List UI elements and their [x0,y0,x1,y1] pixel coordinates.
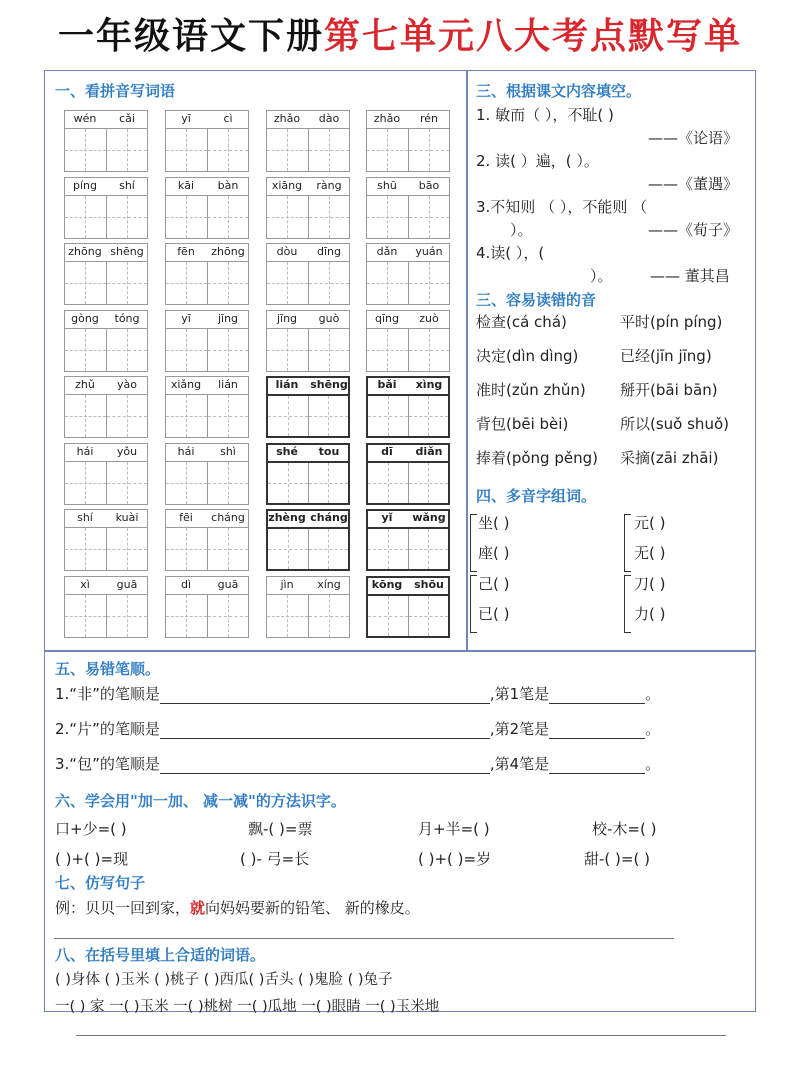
fill-source-3: ——《荀子》 [648,221,739,239]
pinyin-box[interactable] [366,110,450,172]
pinyin-box[interactable] [165,310,249,372]
pinyin-text: píng [73,178,97,192]
writing-cell[interactable] [65,395,107,437]
pinyin-text: dào [318,112,340,125]
writing-cell[interactable] [268,529,309,569]
section7-title: 七、仿写句子 [55,874,146,892]
pinyin-box[interactable] [366,243,450,305]
writing-cell[interactable] [409,596,449,636]
writing-cell[interactable] [65,196,107,238]
poly-right-2: 无( ) [634,544,666,562]
poly-right-4: 力( ) [634,605,666,623]
pinyin-text: zhǎo [273,112,301,125]
writing-cell[interactable] [267,595,309,637]
pinyin-text: zhǔ [75,378,95,391]
pinyin-text: fēn [177,245,195,258]
add-sub-3: 月+半=( ) [418,820,490,838]
pinyin-box[interactable] [165,110,249,172]
writing-cell[interactable] [65,595,107,637]
stroke-q1: 1.“非”的笔顺是 ,第1笔是 。 [55,685,661,703]
pinyin-box[interactable] [266,509,350,571]
writing-cell[interactable] [107,329,148,371]
pinyin-text: guā [217,577,239,591]
writing-cell[interactable] [107,528,148,570]
pinyin-text: yǒu [116,444,138,458]
poly-right-1: 元( ) [634,514,666,532]
writing-cell[interactable] [166,262,208,304]
writing-cell[interactable] [107,595,148,637]
add-sub-1: 口+少=( ) [55,820,127,838]
writing-cell[interactable] [368,529,409,569]
pinyin-text: dīng [317,245,341,258]
pinyin-box[interactable] [165,243,249,305]
writing-cell[interactable] [409,396,449,436]
title-red: 第七单元八大考点默写单 [324,16,743,57]
writing-cell[interactable] [309,463,349,503]
pinyin-text: hái [76,444,94,458]
writing-cell[interactable] [208,595,249,637]
pinyin-text: jīng [217,311,239,325]
writing-cell[interactable] [367,129,409,171]
section4-title: 四、多音字组词。 [476,487,597,505]
pinyin-text: zhōng [211,245,245,258]
section3b-title: 三、容易读错的音 [476,291,597,309]
writing-cell[interactable] [368,396,409,436]
stroke-q3: 3.“包”的笔顺是 ,第4笔是 。 [55,755,661,773]
fill-line-3b: ）。 [510,221,533,239]
pronunciation-item: 背包(bēi bèi) [476,415,569,433]
pronunciation-item: 掰开(bāi bān) [620,381,718,399]
pinyin-text: tou [318,444,340,458]
stroke-q2: 2.“片”的笔顺是 ,第2笔是 。 [55,720,661,738]
pinyin-box[interactable] [266,376,350,438]
writing-cell[interactable] [208,262,249,304]
writing-cell[interactable] [367,196,409,238]
writing-cell[interactable] [107,395,148,437]
writing-cell[interactable] [166,462,208,504]
bracket-right-2 [624,575,631,633]
pinyin-text: dòu [276,245,298,258]
writing-cell[interactable] [65,129,107,171]
pinyin-text: shé [276,444,298,458]
fill-line-3: 3.不知则 （ ），不能则 （ [476,198,648,216]
pronunciation-item: 决定(dìn dìng) [476,347,579,365]
pinyin-text: dǎn [376,245,398,258]
writing-cell[interactable] [267,329,309,371]
writing-cell[interactable] [309,329,350,371]
writing-cell[interactable] [65,462,107,504]
pinyin-box[interactable] [165,509,249,571]
pinyin-box[interactable] [266,310,350,372]
writing-cell[interactable] [107,462,148,504]
writing-cell[interactable] [208,129,249,171]
pinyin-text: shí [77,511,93,524]
writing-cell[interactable] [267,129,309,171]
bracket-left-1 [470,514,477,572]
pronunciation-item: 检查(cá chá) [476,313,567,331]
pinyin-text: zhèng [268,511,306,524]
writing-cell[interactable] [367,262,409,304]
pinyin-box[interactable] [366,376,450,438]
pinyin-text: guā [116,577,138,591]
pinyin-text: gòng [71,311,99,325]
writing-cell[interactable] [208,462,249,504]
pinyin-box[interactable] [64,110,148,172]
add-sub-4: 校-木=( ) [592,820,657,838]
writing-cell[interactable] [65,262,107,304]
pinyin-box[interactable] [266,177,350,239]
pinyin-text: lián [275,378,299,391]
bottom-rule [76,1035,726,1036]
pinyin-text: lián [218,378,238,391]
pinyin-box[interactable] [366,310,450,372]
writing-cell[interactable] [309,129,350,171]
pinyin-text: rén [419,112,439,125]
section8-title: 八、在括号里填上合适的词语。 [55,946,266,964]
pinyin-text: dì [180,577,192,591]
fill-words-row1: ( )身体 ( )玉米 ( )桃子 ( )西瓜( )舌头 ( )鬼脸 ( )兔子 [55,972,393,988]
section5-title: 五、易错笔顺。 [55,660,161,678]
pinyin-text: shōu [414,577,444,591]
writing-cell[interactable] [107,196,148,238]
pinyin-text: diǎn [415,444,443,458]
writing-cell[interactable] [409,129,450,171]
pinyin-box[interactable] [266,576,350,638]
pinyin-box[interactable] [165,376,249,438]
pinyin-box[interactable] [366,509,450,571]
fill-line-1: 1. 敏而（ ），不耻( ) [476,106,614,124]
pinyin-text: ràng [316,178,342,192]
poly-left-2: 座( ) [478,544,510,562]
writing-cell[interactable] [268,396,309,436]
writing-cell[interactable] [409,262,450,304]
pinyin-text: jīng [276,311,298,325]
add-sub-5: ( )+( )=现 [55,850,129,868]
add-sub-6: ( )- 弓=长 [240,850,310,868]
pinyin-text: dī [381,444,393,458]
writing-cell[interactable] [409,329,450,371]
writing-cell[interactable] [166,129,208,171]
pinyin-text: kuài [115,511,139,524]
writing-cell[interactable] [208,528,249,570]
writing-cell[interactable] [267,196,309,238]
poly-right-3: 刀( ) [634,575,666,593]
writing-cell[interactable] [409,529,449,569]
writing-cell[interactable] [309,529,349,569]
pinyin-text: xíng [317,577,341,591]
pinyin-box[interactable] [266,110,350,172]
column-divider [466,70,468,651]
bracket-left-2 [470,575,477,633]
section-divider [44,650,756,652]
fill-words-row2: 一( ) 家 一( )玉米 一( )桃树 一( )瓜地 一( )眼睛 一( )玉米地 [55,999,440,1015]
fill-source-2: ——《董遇》 [648,175,739,193]
pinyin-text: guò [318,311,340,325]
pinyin-text: cháng [211,511,245,524]
writing-cell[interactable] [65,528,107,570]
pinyin-box[interactable] [64,376,148,438]
pinyin-text: shēng [110,245,144,258]
pinyin-text: kōng [371,577,403,591]
pinyin-box[interactable] [266,443,350,505]
fill-line-4: 4.读( ），( [476,244,545,262]
pinyin-text: kāi [177,178,195,192]
answer-line [54,938,674,939]
pinyin-box[interactable] [64,310,148,372]
section1-title: 一、看拼音写词语 [55,82,176,100]
pinyin-box[interactable] [165,177,249,239]
writing-cell[interactable] [166,395,208,437]
pinyin-text: zhōng [68,245,102,258]
pinyin-text: wén [73,112,97,125]
pinyin-text: cì [223,112,233,125]
writing-cell[interactable] [107,262,148,304]
pinyin-text: qīng [375,311,399,325]
pinyin-text: wǎng [412,511,446,524]
add-sub-7: ( )+( )=岁 [418,850,492,868]
pinyin-text: shí [119,178,135,192]
title-black: 一年级语文下册 [57,16,324,57]
pinyin-box[interactable] [64,443,148,505]
writing-cell[interactable] [267,262,309,304]
pinyin-text: xiāng [271,178,303,192]
pinyin-text: xì [80,577,90,591]
pinyin-box[interactable] [64,576,148,638]
pinyin-box[interactable] [165,576,249,638]
writing-cell[interactable] [309,262,350,304]
pinyin-text: hái [177,444,195,458]
writing-cell[interactable] [368,596,409,636]
writing-cell[interactable] [268,463,309,503]
pinyin-text: yuán [415,245,443,258]
pinyin-text: shì [220,444,236,458]
poly-left-1: 坐( ) [478,514,510,532]
pinyin-text: fēi [179,511,193,524]
pinyin-text: jìn [280,577,294,591]
writing-cell[interactable] [368,463,409,503]
pronunciation-item: 已经(jīn jīng) [620,347,712,365]
writing-cell[interactable] [309,595,350,637]
writing-cell[interactable] [166,528,208,570]
writing-cell[interactable] [107,129,148,171]
section3-title: 三、根据课文内容填空。 [476,82,642,100]
pinyin-text: cháng [310,511,348,524]
pronunciation-item: 捧着(pǒng pěng) [476,449,598,467]
writing-cell[interactable] [309,196,350,238]
bracket-right-1 [624,514,631,572]
writing-cell[interactable] [208,329,249,371]
pinyin-text: yī [181,112,191,125]
pinyin-text: yào [117,378,137,391]
writing-cell[interactable] [309,396,349,436]
writing-cell[interactable] [65,329,107,371]
writing-cell[interactable] [367,329,409,371]
pinyin-text: shū [377,178,397,192]
pinyin-box[interactable] [165,443,249,505]
pinyin-text: bāo [418,178,440,192]
writing-cell[interactable] [208,196,249,238]
pinyin-text: zhǎo [373,112,401,125]
fill-source-4: —— 董其昌 [650,267,730,285]
pinyin-box[interactable] [64,243,148,305]
writing-cell[interactable] [409,196,450,238]
fill-source-1: ——《论语》 [648,129,739,147]
section6-title: 六、学会用"加一加、 减一减"的方法识字。 [55,792,346,810]
pinyin-text: xiǎng [170,378,202,391]
pinyin-text: tóng [114,311,140,325]
pronunciation-item: 所以(suǒ shuǒ) [620,415,729,433]
pinyin-text: yī [181,311,191,325]
pinyin-box[interactable] [64,509,148,571]
pinyin-box[interactable] [266,243,350,305]
writing-cell[interactable] [166,595,208,637]
page-title [0,8,800,59]
fill-line-4b: ）。 [590,267,613,285]
fill-line-2: 2. 读( ）遍，( ）。 [476,152,599,170]
pinyin-text: yǐ [381,511,393,524]
pronunciation-item: 采摘(zāi zhāi) [620,449,719,467]
poly-left-3: 己( ) [478,575,510,593]
example-sentence: 例：贝贝一回到家，就向妈妈要新的铅笔、 新的橡皮。 [55,899,420,917]
pinyin-text: bàn [217,178,239,192]
add-sub-8: 甜-( )=( ) [584,850,650,868]
pinyin-text: xìng [415,378,443,391]
pinyin-text: bǎi [377,378,397,391]
pinyin-text: cǎi [119,112,135,125]
pinyin-box[interactable] [366,443,450,505]
pinyin-box[interactable] [366,576,450,638]
pinyin-text: shēng [310,378,348,391]
pronunciation-item: 平时(pín píng) [620,313,723,331]
poly-left-4: 已( ) [478,605,510,623]
writing-cell[interactable] [409,463,449,503]
pronunciation-item: 准时(zǔn zhǔn) [476,381,586,399]
add-sub-2: 飘-( )=票 [248,820,313,838]
pinyin-text: zuò [419,311,439,325]
pinyin-box[interactable] [64,177,148,239]
writing-cell[interactable] [208,395,249,437]
writing-cell[interactable] [166,196,208,238]
pinyin-box[interactable] [366,177,450,239]
writing-cell[interactable] [166,329,208,371]
